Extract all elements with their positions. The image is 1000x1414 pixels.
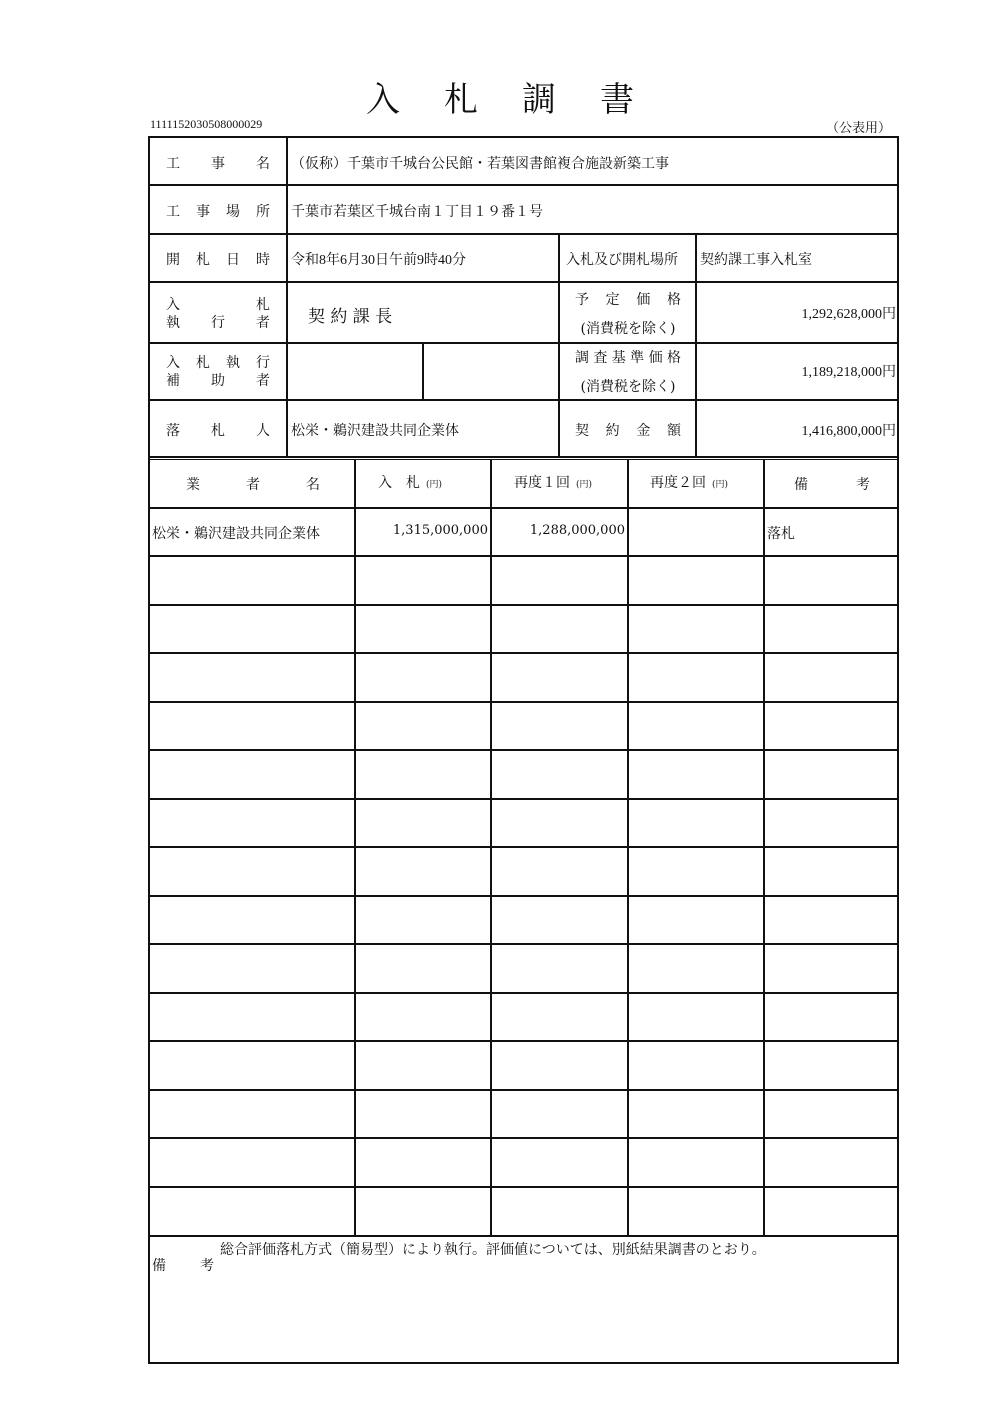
bid-location-label: 入札及び開札場所 — [566, 252, 678, 268]
work-name-label: 工 事 名 — [166, 156, 270, 172]
title-char: 調 — [522, 80, 556, 120]
column-header-bid: 入 札 (円) — [378, 475, 443, 491]
title-char: 入 — [366, 80, 400, 120]
survey-price-note: (消費税を除く) — [580, 379, 676, 395]
winning-bidder: 松栄・鵜沢建設共同企業体 — [291, 423, 459, 439]
planned-price-note: (消費税を除く) — [580, 321, 676, 337]
column-header-rebid-1: 再度１回 (円) — [514, 475, 593, 491]
opening-datetime: 令和8年6月30日午前9時40分 — [291, 253, 466, 268]
column-header-rebid-2: 再度２回 (円) — [650, 475, 729, 491]
bid-record-form — [148, 136, 899, 1364]
work-place-label: 工 事 場 所 — [166, 204, 270, 220]
winner-label: 落 札 人 — [166, 423, 270, 439]
row-company: 松栄・鵜沢建設共同企業体 — [152, 526, 320, 542]
executor-label-line2: 執 行 者 — [166, 315, 270, 331]
planned-price-label: 予 定 価 格 — [575, 292, 681, 308]
planned-price: 1,292,628,000円 — [801, 307, 896, 322]
row-bid: 1,315,000,000 — [392, 523, 488, 538]
contract-amount-label: 契 約 金 額 — [575, 423, 681, 439]
row-rebid-1: 1,288,000,000 — [529, 523, 625, 538]
row-remarks: 落札 — [767, 526, 795, 542]
remarks-text: 総合評価落札方式（簡易型）により執行。評価値については、別紙結果調書のとおり。 — [220, 1242, 766, 1258]
survey-price: 1,189,218,000円 — [801, 365, 896, 380]
column-header-remarks: 備 考 — [794, 477, 870, 493]
bid-location: 契約課工事入札室 — [700, 252, 812, 268]
assistant-label-line1: 入 札 執 行 — [166, 355, 270, 371]
title-char: 札 — [444, 80, 478, 120]
document-number: 1111152030508000029 — [150, 117, 263, 131]
survey-price-label: 調 査 基 準 価 格 — [575, 350, 681, 366]
column-header-company: 業 者 名 — [186, 477, 320, 493]
executor-label-line1: 入 札 — [166, 297, 270, 313]
work-name: （仮称）千葉市千城台公民館・若葉図書館複合施設新築工事 — [291, 156, 669, 172]
title-char: 書 — [600, 80, 634, 120]
document-title — [0, 72, 1000, 121]
work-place: 千葉市若葉区千城台南１丁目１９番１号 — [291, 204, 543, 220]
executor-name: 契 約 課 長 — [308, 307, 393, 327]
public-use-label: （公表用） — [826, 121, 892, 136]
assistant-label-line2: 補 助 者 — [166, 373, 270, 389]
contract-amount: 1,416,800,000円 — [801, 424, 896, 439]
opening-datetime-label: 開 札 日 時 — [166, 252, 270, 268]
remarks-label: 備 考 — [152, 1258, 214, 1274]
